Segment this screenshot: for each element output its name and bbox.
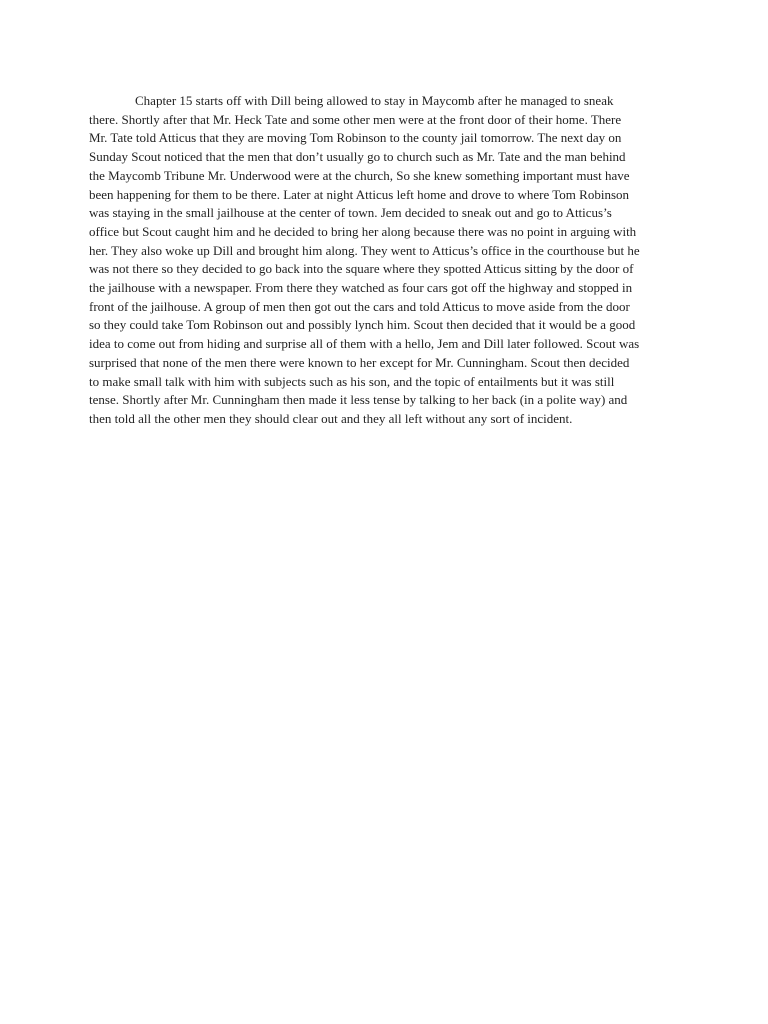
body-paragraph [89, 92, 701, 429]
paragraph-line: Sunday Scout noticed that the men that don’t usually go to church such as Mr. Tate and the man behind [89, 149, 626, 165]
paragraph-line-text: Chapter 15 starts off with Dill being allowed to stay in Maycomb after he managed to sneak [135, 93, 614, 108]
paragraph-line: idea to come out from hiding and surprise all of them with a hello, Jem and Dill later followed. Scout was [89, 336, 640, 352]
paragraph-line: been happening for them to be there. Later at night Atticus left home and drove to where Tom Robinson [89, 186, 630, 202]
paragraph-line: to make small talk with him with subjects such as his son, and the topic of entailments but it was still [89, 373, 615, 389]
paragraph-line: front of the jailhouse. A group of men then got out the cars and told Atticus to move aside from the door [89, 298, 630, 314]
paragraph-line: so they could take Tom Robinson out and possibly lynch him. Scout then decided that it would be a good [89, 317, 636, 333]
paragraph-line: the Maycomb Tribune Mr. Underwood were at the church, So she knew something important must have [89, 167, 630, 183]
paragraph-line [89, 92, 701, 111]
paragraph-line: tense. Shortly after Mr. Cunningham then made it less tense by talking to her back (in a polite way) and [89, 392, 628, 408]
paragraph-line: office but Scout caught him and he decided to bring her along because there was no point in arguing with [89, 223, 637, 239]
paragraph-line: was not there so they decided to go back into the square where they spotted Atticus sitting by the door of [89, 261, 634, 277]
paragraph-line: Mr. Tate told Atticus that they are moving Tom Robinson to the county jail tomorrow. The next day on [89, 130, 622, 146]
paragraph-line: then told all the other men they should clear out and they all left without any sort of incident. [89, 410, 573, 426]
paragraph-line: was staying in the small jailhouse at the center of town. Jem decided to sneak out and go to Atticus’s [89, 205, 612, 221]
paragraph-line: surprised that none of the men there were known to her except for Mr. Cunningham. Scout then decided [89, 354, 630, 370]
paragraph-line: her. They also woke up Dill and brought him along. They went to Atticus’s office in the courthouse but he [89, 242, 640, 258]
paragraph-line: there. Shortly after that Mr. Heck Tate and some other men were at the front door of their home. There [89, 111, 622, 127]
paragraph-line: the jailhouse with a newspaper. From there they watched as four cars got off the highway and stopped in [89, 280, 633, 296]
